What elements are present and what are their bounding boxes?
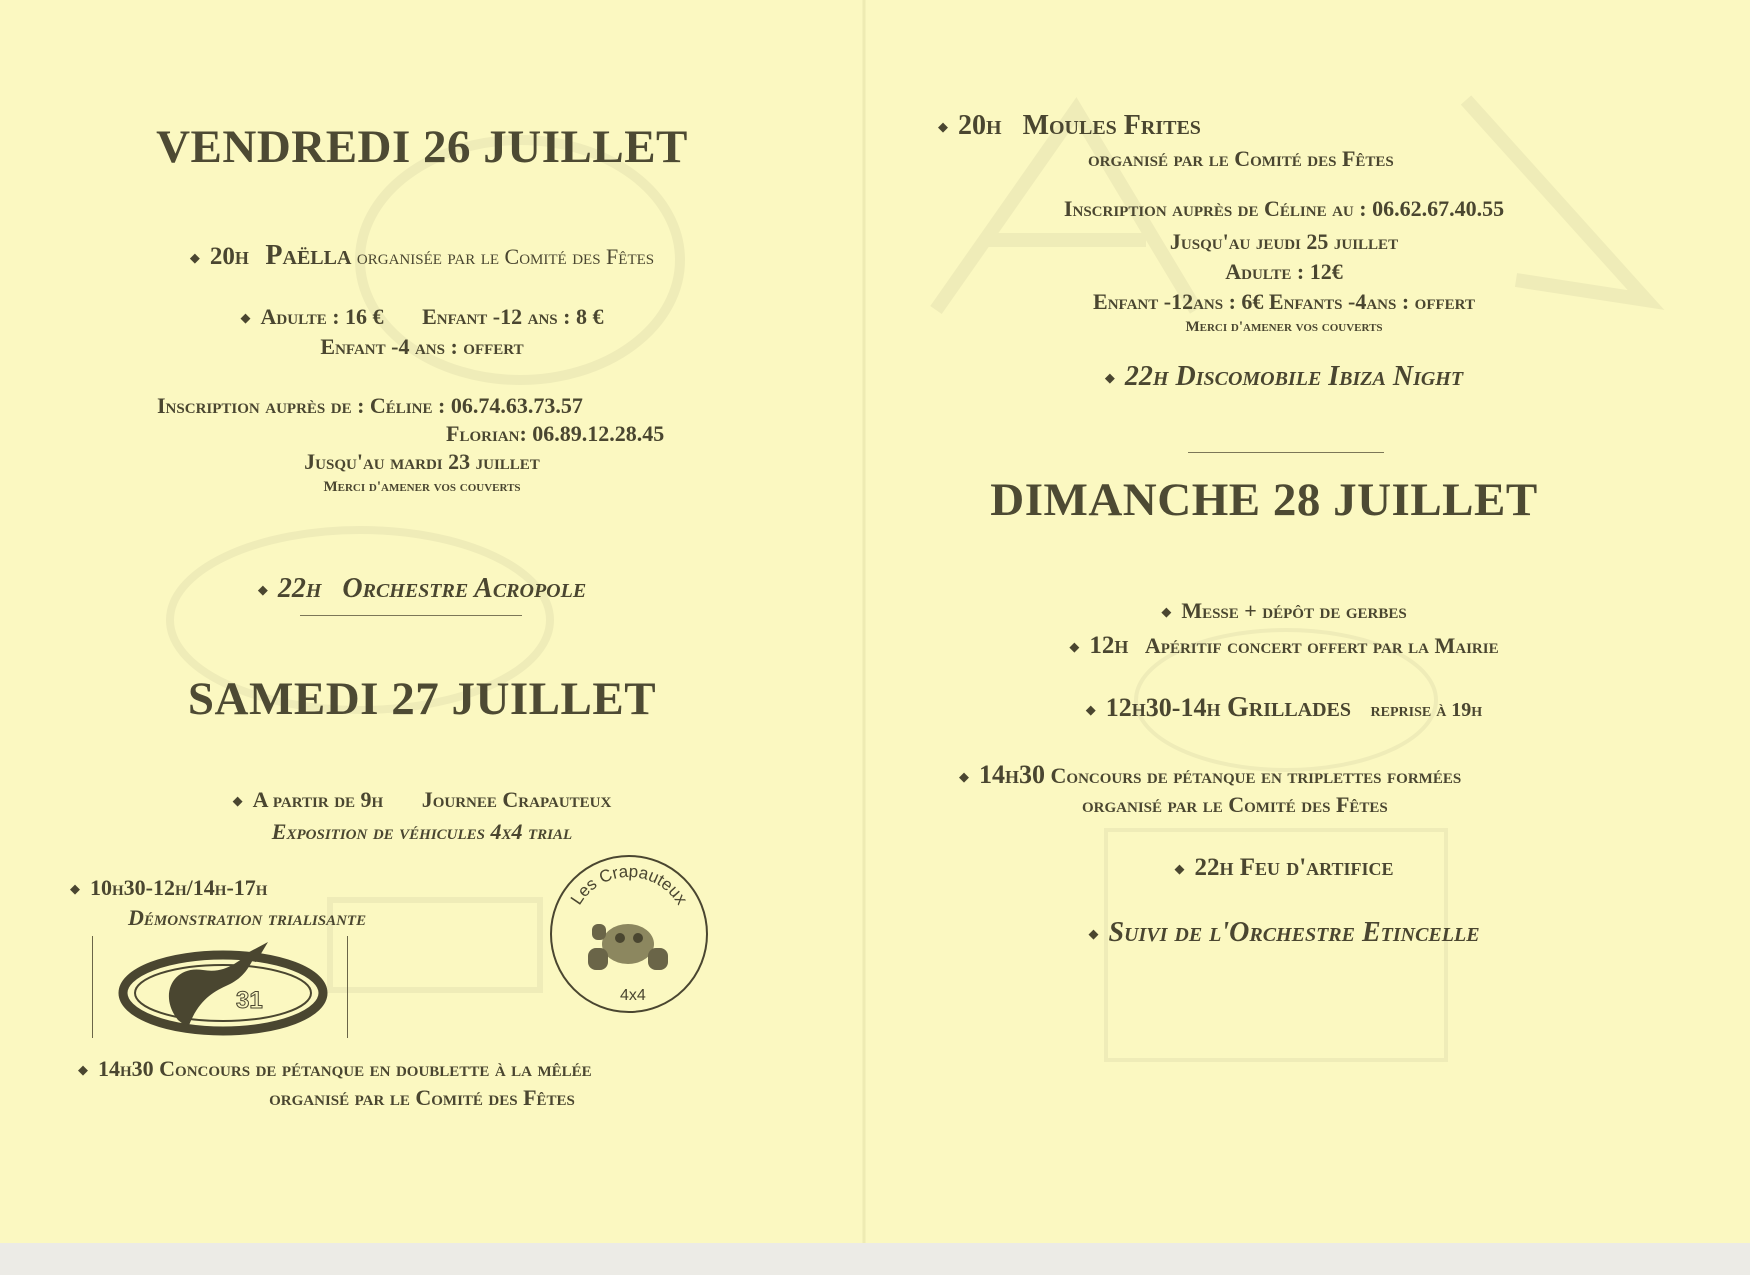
bullet-icon: ◆	[1104, 370, 1115, 386]
logo-frame-right	[347, 936, 348, 1038]
price-small: Enfant -4 ans : offert	[320, 334, 524, 359]
moules-adult: Adulte : 12€	[1225, 259, 1343, 284]
sunday-title: DIMANCHE 28 JUILLET	[990, 474, 1538, 526]
price-child: Enfant -12 ans : 8 €	[422, 304, 604, 329]
bullet-icon: ◆	[1174, 860, 1185, 876]
aperitif-time: 12h	[1089, 632, 1129, 659]
logo-31-number: 31	[236, 987, 263, 1014]
separator-line	[300, 615, 522, 616]
friday-title: VENDREDI 26 JUILLET	[156, 121, 688, 173]
moules-line	[938, 110, 1201, 142]
right-panel	[866, 0, 1750, 1243]
aperitif-text: Apéritif concert offert par la Mairie	[1144, 633, 1499, 658]
crapauteux-arc-text: Les Crapauteux	[566, 861, 692, 909]
moules-note: Merci d'amener vos couverts	[1185, 319, 1383, 335]
bullet-icon: ◆	[1088, 926, 1099, 942]
grill-time: 12h30-14h	[1105, 693, 1221, 722]
friday-night-event: Orchestre Acropole	[342, 573, 587, 604]
bullet-icon: ◆	[232, 793, 243, 809]
price-adult: Adulte : 16 €	[260, 304, 384, 329]
morning-start: A partir de 9h	[252, 787, 384, 812]
discomobile-line: ◆ 22h Discomobile Ibiza Night	[1104, 361, 1464, 392]
price-line	[241, 304, 604, 329]
separator-line	[1188, 452, 1384, 453]
demo-time: 10h30-12h/14h-17h	[90, 875, 268, 900]
sunday-messe: ◆ Messe + dépôt de gerbes	[1161, 598, 1407, 623]
club-31-logo	[118, 940, 334, 1044]
morning-event: Journee Crapauteux	[421, 787, 612, 812]
friday-night-time: 22h	[277, 573, 322, 604]
grill-resume: reprise à 19h	[1370, 699, 1483, 721]
moules-children: Enfant -12ans : 6€ Enfants -4ans : offert	[1093, 289, 1475, 314]
logo-frame-left	[92, 936, 93, 1038]
friday-night-line	[258, 573, 586, 605]
demo-time-line	[70, 875, 267, 900]
grill-name: Grillades	[1226, 692, 1352, 723]
friday-note: Merci d'amener vos couverts	[323, 479, 521, 495]
moules-inscription: Inscription auprès de Céline au : 06.62.67.40.55	[1063, 196, 1505, 221]
paella-name: Paëlla	[265, 240, 352, 271]
saturday-title: SAMEDI 27 JUILLET	[187, 673, 657, 725]
bullet-icon: ◆	[959, 769, 969, 785]
moules-deadline: Jusqu'au jeudi 25 juillet	[1169, 229, 1399, 254]
moules-name: Moules Frites	[1022, 110, 1201, 141]
friday-deadline: Jusqu'au mardi 23 juillet	[304, 449, 540, 474]
morning-sub: Exposition de véhicules 4x4 trial	[271, 819, 573, 844]
bullet-icon: ◆	[1161, 604, 1172, 620]
bullet-icon: ◆	[70, 881, 80, 897]
bullet-icon: ◆	[1085, 701, 1096, 717]
sat-petanque-line2: organisé par le Comité des Fêtes	[269, 1085, 575, 1110]
sat-petanque-line1: ◆ 14h30 Concours de pétanque en doublette à la mêlée	[78, 1056, 592, 1081]
paella-org: organisée par le Comité des Fêtes	[356, 244, 655, 269]
bullet-icon: ◆	[938, 119, 948, 135]
sunday-petanque-line1: ◆ 14h30 Concours de pétanque en triplettes formées	[959, 760, 1462, 789]
moules-org: organisé par le Comité des Fêtes	[1088, 146, 1394, 171]
friday-florian: Florian: 06.89.12.28.45	[446, 421, 665, 446]
moules-time: 20h	[958, 110, 1002, 141]
bullet-icon: ◆	[257, 582, 268, 598]
sunday-fireworks: ◆ 22h Feu d'artifice	[1174, 854, 1394, 881]
paella-line	[190, 240, 654, 272]
morning-line	[233, 787, 612, 812]
paella-time: 20h	[209, 243, 249, 270]
crapauteux-logo	[548, 852, 710, 1016]
bullet-icon: ◆	[78, 1062, 88, 1078]
left-panel	[0, 0, 862, 1243]
friday-inscription: Inscription auprès de : Céline : 06.74.63.73.57	[157, 393, 583, 418]
bullet-icon: ◆	[1069, 639, 1080, 655]
demo-event: Démonstration trialisante	[128, 905, 367, 930]
sunday-orchestra: ◆ Suivi de l'Orchestre Etincelle	[1088, 917, 1480, 948]
bullet-icon: ◆	[240, 310, 251, 326]
sun-petanque-time: 14h30	[979, 760, 1046, 789]
bullet-icon: ◆	[189, 250, 200, 266]
crapauteux-4x4: 4x4	[620, 987, 646, 1004]
sunday-petanque-line2: organisé par le Comité des Fêtes	[1082, 792, 1388, 817]
sunday-aperitif	[1069, 632, 1498, 661]
sunday-grill	[1086, 692, 1482, 724]
